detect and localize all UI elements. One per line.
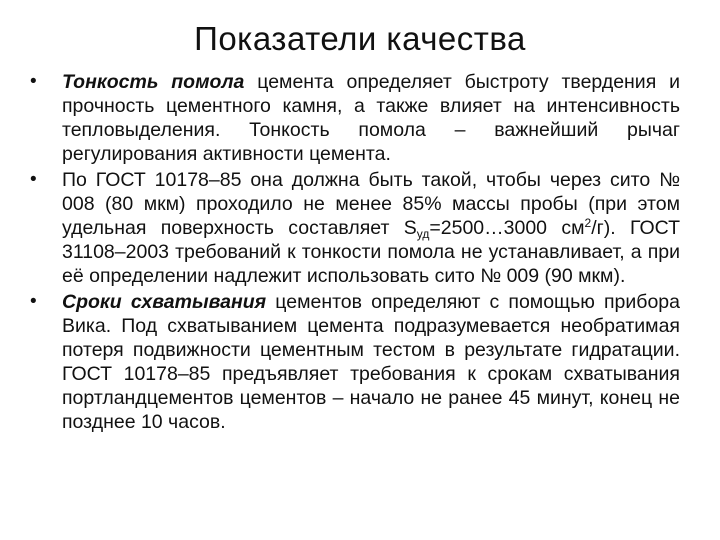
bullet-gost-requirements	[30, 168, 680, 288]
bullet-list	[30, 70, 681, 436]
bullet-marker-icon: •	[30, 291, 37, 312]
subscript-ud: уд	[416, 227, 430, 241]
slide-title: Показатели качества	[194, 20, 526, 57]
bullet-text: цемента определяет быстроту твердения и прочность цементного камня, а также влияет на интенсивность тепловыделения. Тонкость помола – важнейший рычаг регулирования активности цемента.	[62, 71, 681, 165]
bullet-text-part: /г). ГОСТ 31108–2003 требований к тонкости помола не устанавливает, а при её определении надлежит использовать сито № 009 (90 мкм).	[62, 217, 680, 287]
bullet-text-part: =2500…3000 см	[429, 217, 585, 239]
bullet-text: цементов определяют с помощью прибора Вика. Под схватыванием цемента подразумевается необратимая потеря подвижности цементным тестом в результате гидратации. ГОСТ 10178–85 предъявляет требования к срокам схватывания портландцементов цементов – начало не ранее 45 минут, конец не позднее 10 часов.	[62, 291, 680, 433]
bullet-marker-icon: •	[30, 71, 37, 92]
term-grinding-fineness: Тонкость помола	[62, 71, 245, 93]
bullet-grinding-fineness	[30, 70, 681, 166]
superscript-2: 2	[584, 216, 592, 230]
bullet-marker-icon: •	[30, 169, 37, 190]
term-setting-time: Сроки схватывания	[62, 291, 267, 313]
bullet-text-part: По ГОСТ 10178–85 она должна быть такой, чтобы через сито № 008 (80 мкм) проходило не менее 85% массы пробы (при этом удельная поверхность составляет S	[62, 169, 680, 239]
bullet-setting-time	[30, 290, 680, 434]
